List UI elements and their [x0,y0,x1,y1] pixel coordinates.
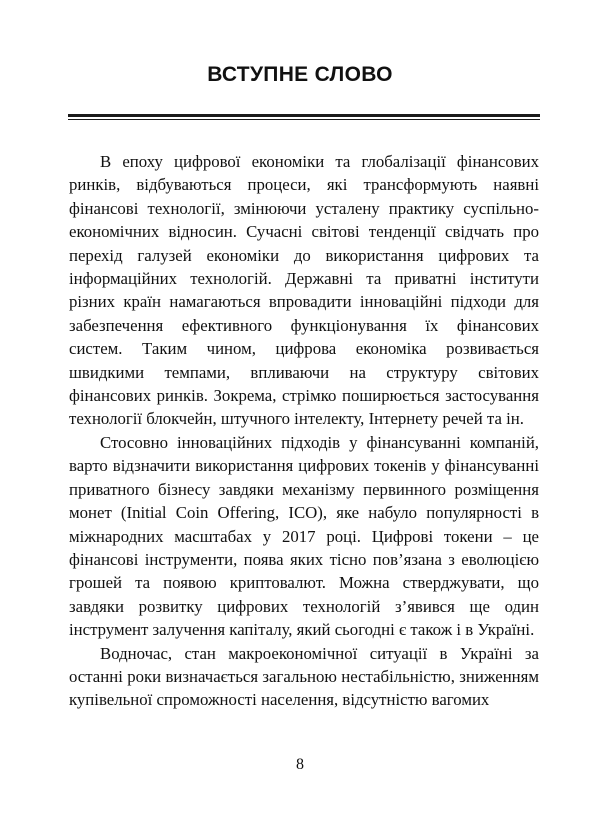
page-number: 8 [296,756,304,773]
title-rule-thick [68,114,540,117]
section-title: ВСТУПНЕ СЛОВО [207,63,393,86]
title-rule-thin [68,119,540,120]
paragraph-3: Водночас, стан макроекономічної ситуації в Україні за останні роки визначається загальною нестабільністю, зниженням купівельної спроможності населення, відсутністю вагомих [69,643,539,710]
paragraph-2: Стосовно інноваційних підходів у фінансуванні компаній, варто відзначити використання цифрових токенів у фінансуванні приватного бізнесу завдяки механізму первинного розміщення монет (Initial Coin Offering, ICO), яке набуло популярності в міжнародних масштабах у 2017 році. Цифрові токени – це фінансові інструменти, поява яких тісно пов’язана з еволюцією грошей та появою криптовалют. Можна стверджувати, що завдяки розвитку цифрових технологій з’явився ще один інструмент залучення капіталу, який сьогодні є також і в Україні. [69,432,539,640]
paragraph-1: В епоху цифрової економіки та глобалізації фінансових ринків, відбуваються процеси, які трансформують наявні фінансові технології, змінюючи усталену практику суспільно-економічних відносин. Сучасні світові тенденції свідчать про перехід галузей економіки до використання цифрових та інформаційних технологій. Державні та приватні інститути різних країн намагаються впровадити інноваційні підходи для забезпечення ефективного функціонування їх фінансових систем. Таким чином, цифрова економіка розвивається швидкими темпами, впливаючи на структуру світових фінансових ринків. Зокрема, стрімко поширюється застосування технології блокчейн, штучного інтелекту, Інтернету речей та ін. [69,152,539,429]
body-text [69,150,539,712]
